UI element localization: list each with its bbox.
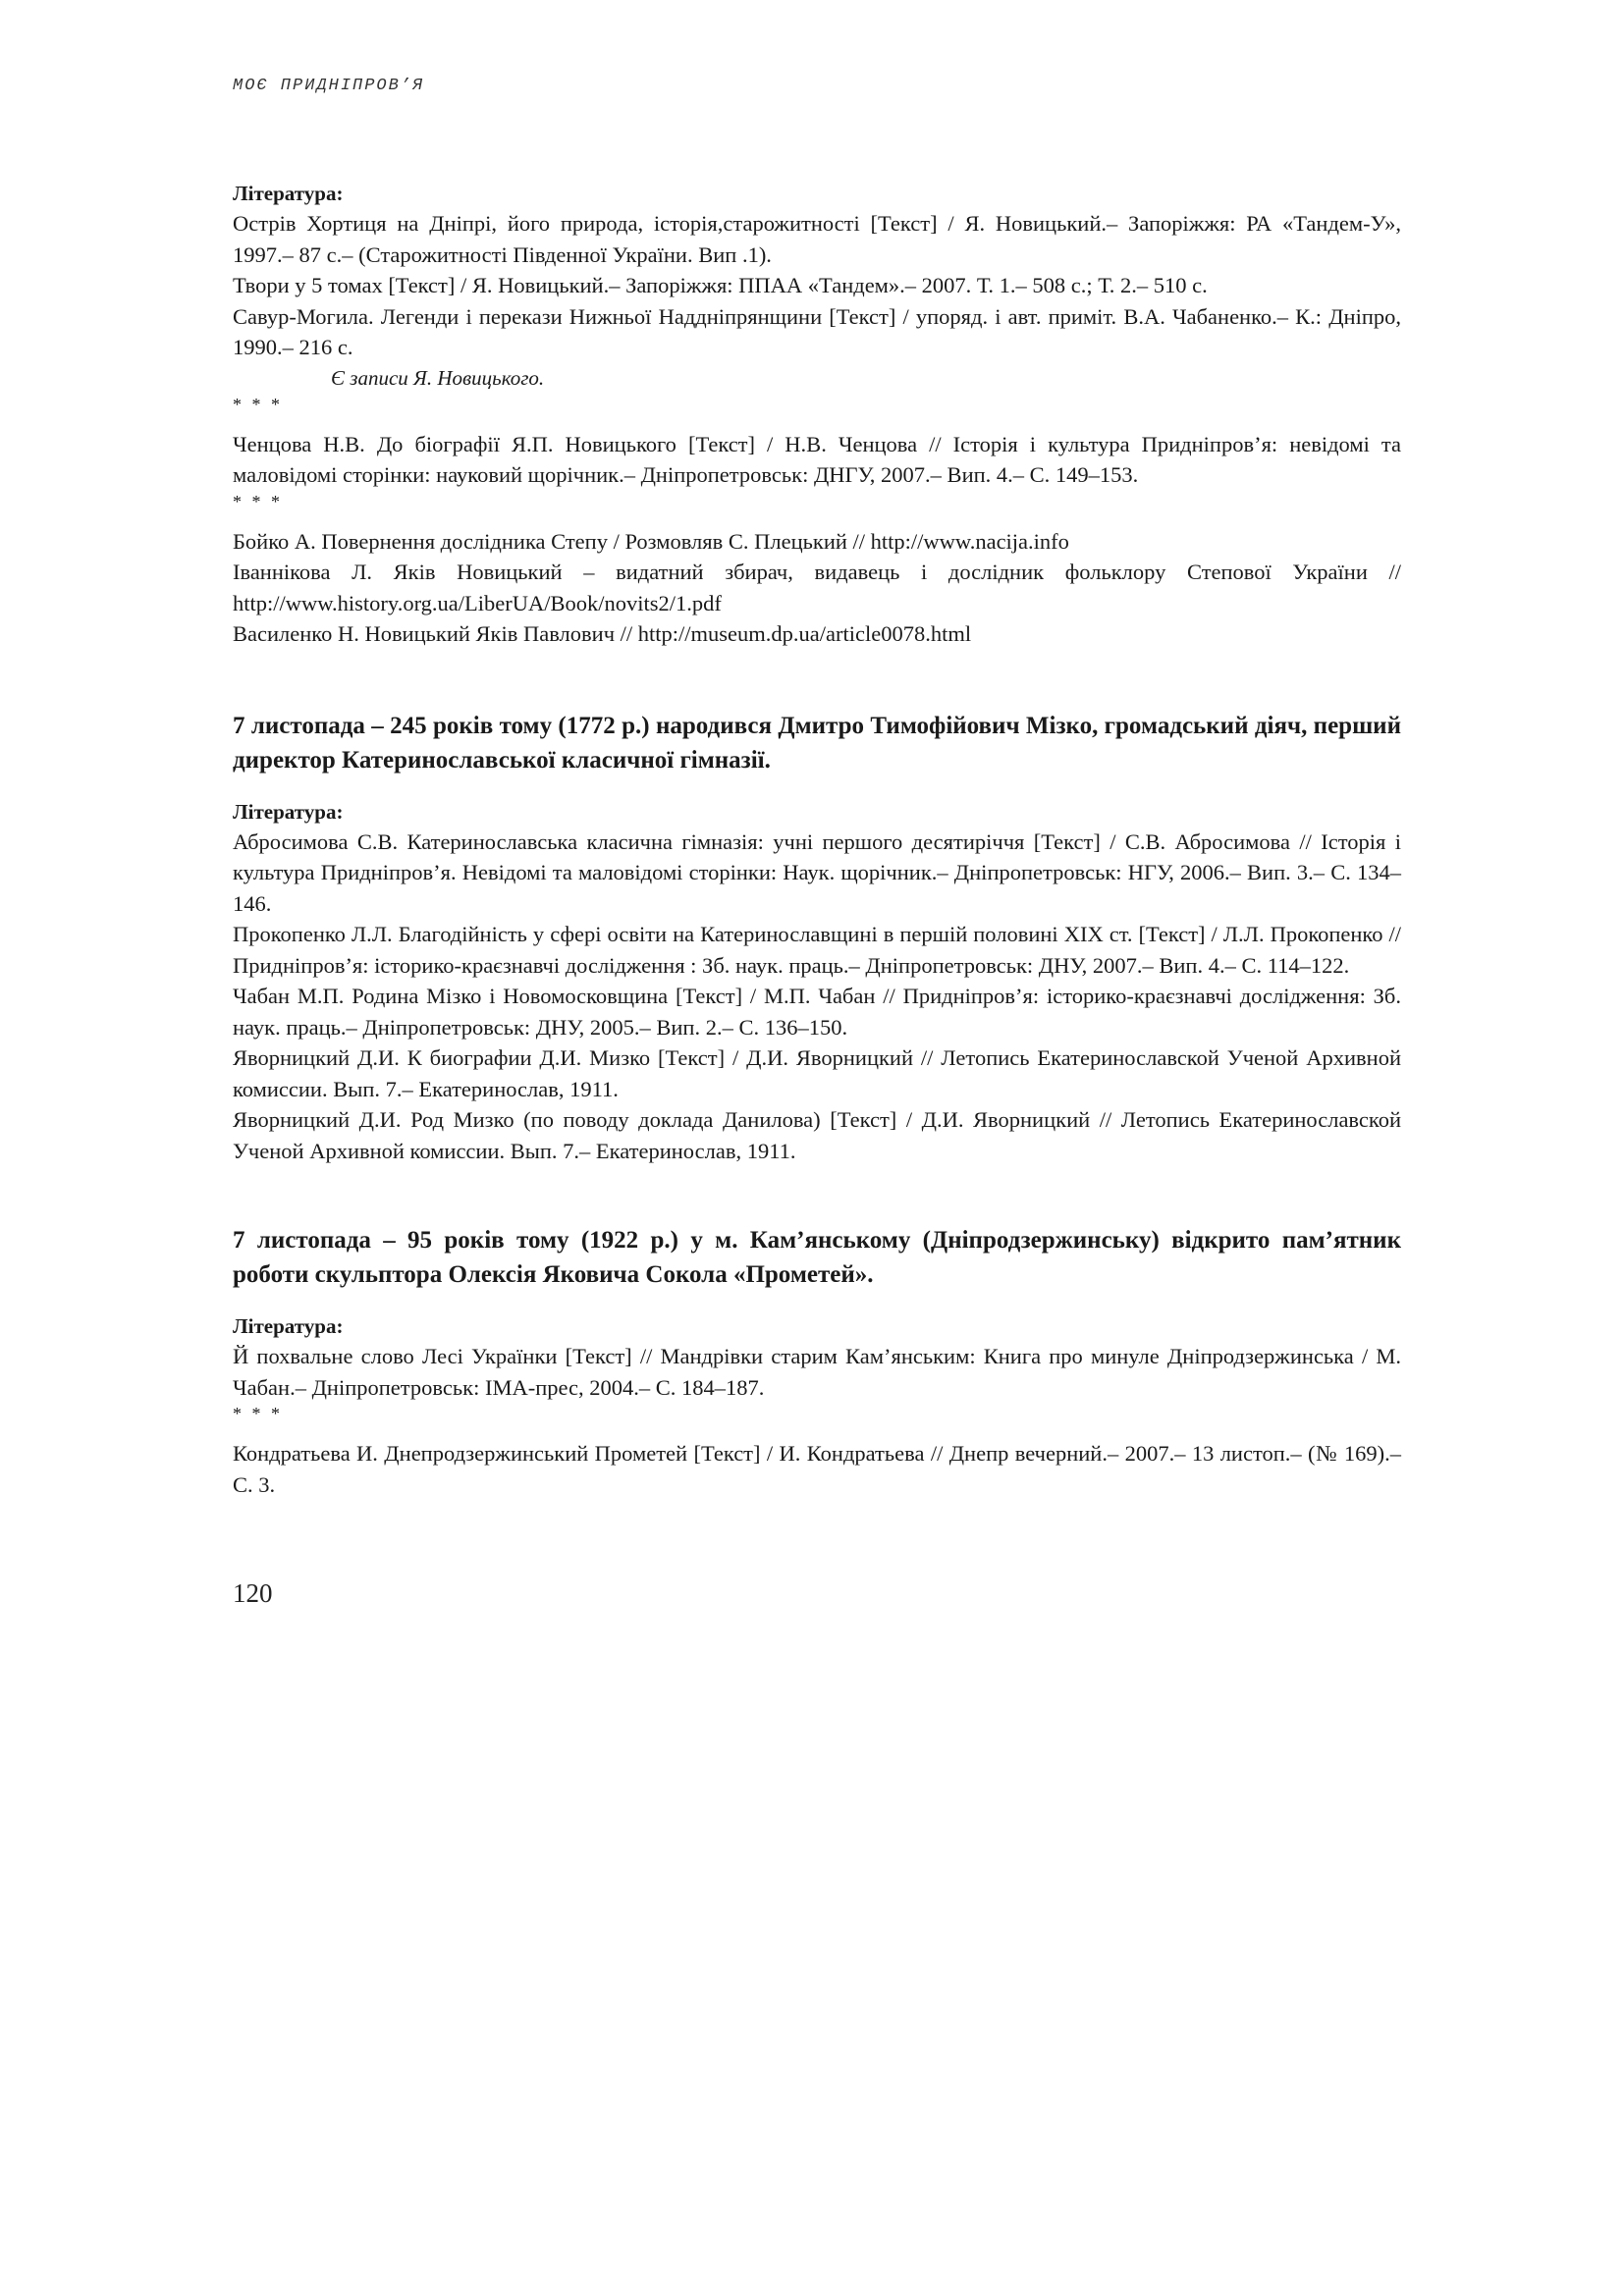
bibliography-entry: Острів Хортиця на Дніпрі, його природа, історія,старожитності [Текст] / Я. Новицький.– Запоріжжя: РА «Тандем-У», 1997.– 87 с.– (Старожитності Південної України. Вип .1).: [233, 211, 1401, 267]
bibliography-entry: Іваннікова Л. Яків Новицький – видатний збирач, видавець і дослідник фольклору Степової України // http://www.history.org.ua/LiberUA/Book/novits2/1.pdf: [233, 560, 1401, 615]
bibliography-entry: Ченцова Н.В. До біографії Я.П. Новицького [Текст] / Н.В. Ченцова // Історія і культура Придніпров’я: невідомі та маловідомі сторінки: науковий щорічник.– Дніпропетровськ: ДНГУ, 2007.– Вип. 4.– С. 149–153.: [233, 431, 1401, 487]
bibliography-entry: Твори у 5 томах [Текст] / Я. Новицький.– Запоріжжя: ППАА «Тандем».– 2007. Т. 1.– 508 с.; Т. 2.– 510 с.: [233, 273, 1208, 297]
bibliography-entry: Кондратьева И. Днепродзержинський Прометей [Текст] / И. Кондратьева // Днепр вечерний.– 2007.– 13 листоп.– (№ 169).– С. 3.: [233, 1441, 1401, 1497]
separator-stars: * * *: [233, 394, 283, 414]
literature-label: Література:: [233, 182, 344, 205]
bibliography-entry: Абросимова С.В. Катеринославська класична гімназія: учні першого десятиріччя [Текст] / С.В. Абросимова // Історія і культура Придніпров’я. Невідомі та маловідомі сторінки: Наук. щорічник.– Дніпропетровськ: НГУ, 2006.– Вип. 3.– С. 134–146.: [233, 828, 1401, 916]
separator-stars: * * *: [233, 491, 283, 511]
page-number: 120: [233, 1578, 273, 1608]
section-prometheus-monument: [233, 1223, 1401, 1500]
separator-stars: * * *: [233, 1404, 283, 1423]
bibliography-note: Є записи Я. Новицького.: [331, 365, 545, 390]
bibliography-entry: Василенко Н. Новицький Яків Павлович // http://museum.dp.ua/article0078.html: [233, 621, 972, 646]
literature-label: Література:: [233, 799, 344, 824]
bibliography-entry: Яворницкий Д.И. Род Мизко (по поводу доклада Данилова) [Текст] / Д.И. Яворницкий // Летопись Екатеринославской Ученой Архивной комиссии. Вып. 7.– Екатеринослав, 1911.: [233, 1107, 1401, 1163]
page-content: [233, 179, 1401, 1500]
bibliography-entry: Прокопенко Л.Л. Благодійність у сфері освіти на Катеринославщині в першій половині ХІХ ст. [Текст] / Л.Л. Прокопенко // Придніпров’я: історико-краєзнавчі дослідження : Зб. наук. праць.– Дніпропетровськ: ДНУ, 2007.– Вип. 4.– С. 114–122.: [233, 922, 1401, 978]
bibliography-entry: Бойко А. Повернення дослідника Степу / Розмовляв С. Плецький // http://www.nacija.info: [233, 528, 1069, 554]
section-heading: 7 листопада – 245 років тому (1772 р.) народився Дмитро Тимофійович Мізко, громадський діяч, перший директор Катеринославської класичної гімназії.: [233, 712, 1401, 774]
literature-label: Література:: [233, 1314, 344, 1338]
bibliography-entry: Й похвальне слово Лесі Українки [Текст] // Мандрівки старим Кам’янським: Книга про минуле Дніпродзержинська / М. Чабан.– Дніпропетровськ: ІМА-прес, 2004.– С. 184–187.: [233, 1344, 1401, 1400]
bibliography-entry: Чабан М.П. Родина Мізко і Новомосковщина [Текст] / М.П. Чабан // Придніпров’я: історико-краєзнавчі дослідження: Зб. наук. праць.– Дніпропетровськ: ДНУ, 2005.– Вип. 2.– С. 136–150.: [233, 984, 1401, 1040]
section-mizko: [233, 709, 1401, 1167]
section-novytskyi-literature: [233, 179, 1401, 650]
bibliography-entry: Яворницкий Д.И. К биографии Д.И. Мизко [Текст] / Д.И. Яворницкий // Летопись Екатеринославской Ученой Архивной комиссии. Вып. 7.– Екатеринослав, 1911.: [233, 1045, 1401, 1101]
running-head: МОЄ ПРИДНІПРОВ’Я: [233, 77, 425, 95]
bibliography-entry: Савур-Могила. Легенди і перекази Нижньої Наддніпрянщини [Текст] / упоряд. і авт. приміт. В.А. Чабаненко.– К.: Дніпро, 1990.– 216 с.: [233, 303, 1401, 359]
section-heading: 7 листопада – 95 років тому (1922 р.) у м. Кам’янському (Дніпродзержинську) відкрито пам’ятник роботи скульптора Олексія Яковича Сокола «Прометей».: [233, 1227, 1401, 1288]
